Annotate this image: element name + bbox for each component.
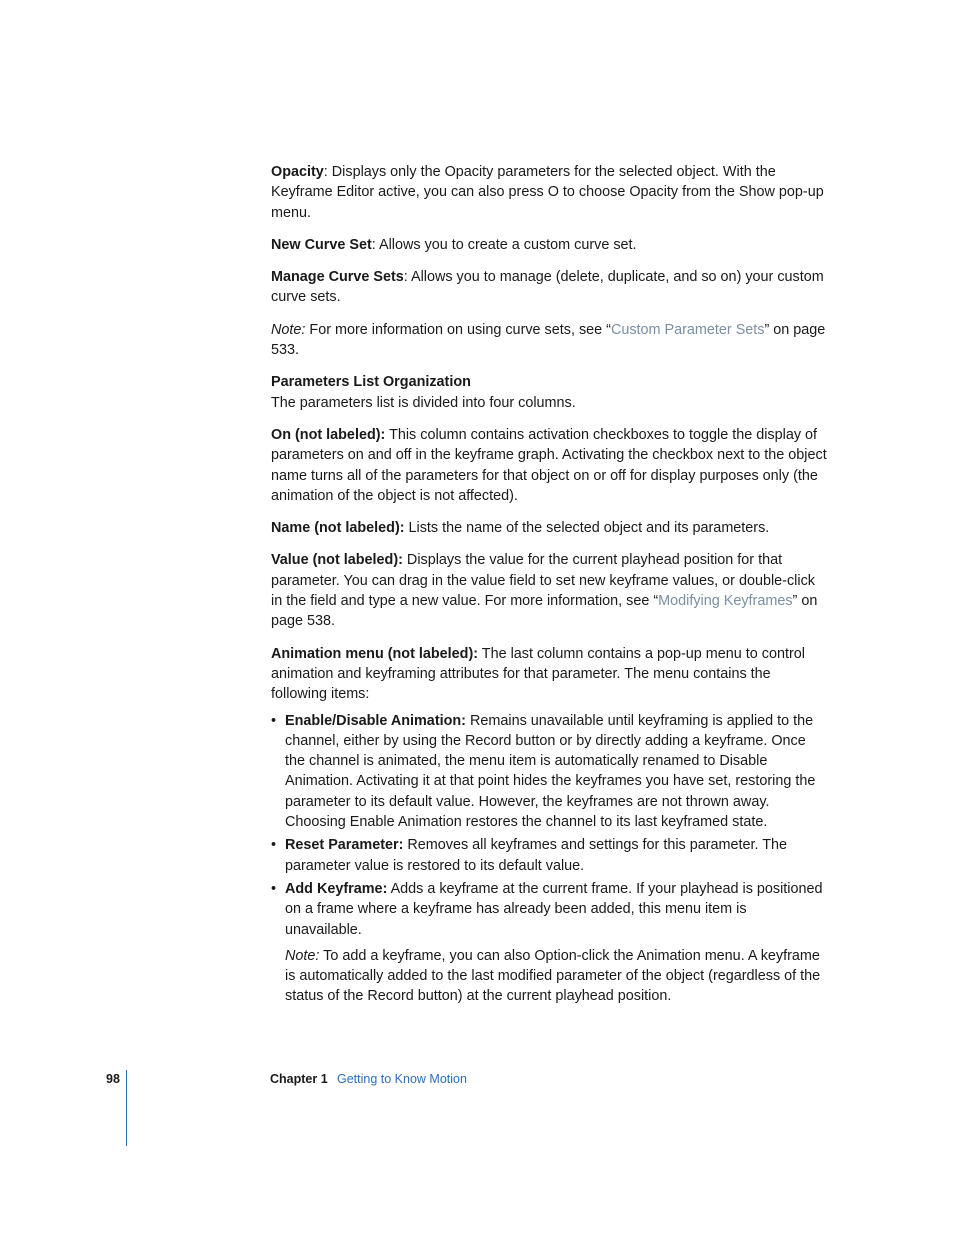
name-column-term: Name (not labeled): bbox=[271, 520, 405, 537]
on-column-term: On (not labeled): bbox=[271, 426, 386, 443]
animation-menu-paragraph bbox=[271, 644, 827, 705]
manage-curve-sets-paragraph bbox=[271, 267, 827, 308]
name-column-paragraph bbox=[271, 518, 827, 538]
note-label: Note: bbox=[285, 947, 320, 964]
list-item bbox=[271, 835, 827, 876]
opacity-term: Opacity bbox=[271, 164, 324, 180]
enable-disable-animation-description: Remains unavailable until keyframing is applied to the channel, either by using the Record button or by directly adding a keyframe. Once the channel is animated, the menu item is automatically renamed to Disable Animation. Activating it at that point hides the keyframes you have set, restoring the parameter to its default value. However, the keyframes are not thrown away. Choosing Enable Animation restores the channel to its last keyframed state. bbox=[285, 712, 816, 831]
value-column-text-before: Displays the value for the current playhead position for that parameter. You can drag in the value field to set new keyframe values, or double-click in the field and type a new value. For more information, see “ bbox=[271, 552, 815, 610]
new-curve-set-paragraph bbox=[271, 235, 827, 255]
new-curve-set-description: : Allows you to create a custom curve set. bbox=[371, 236, 637, 253]
bullet: • bbox=[271, 837, 277, 854]
note-curve-sets bbox=[271, 320, 827, 361]
list-item bbox=[271, 711, 827, 833]
add-keyframe-description: Adds a keyframe at the current frame. If your playhead is positioned on a frame where a keyframe has already been added, this menu item is unavailable. bbox=[285, 880, 823, 938]
add-keyframe-term: Add Keyframe: bbox=[285, 880, 388, 897]
animation-menu-items bbox=[271, 711, 827, 940]
note-text-before: For more information on using curve sets, see “ bbox=[305, 321, 611, 338]
opacity-paragraph bbox=[271, 162, 827, 223]
page-content bbox=[271, 162, 827, 1007]
parameters-list-section bbox=[271, 372, 827, 413]
note-text: To add a keyframe, you can also Option-click the Animation menu. A keyframe is automatically added to the last modified parameter of the object (regardless of the status of the Record button) at the current playhead position. bbox=[285, 947, 821, 1005]
section-intro: The parameters list is divided into four columns. bbox=[271, 394, 576, 411]
section-heading: Parameters List Organization bbox=[271, 374, 471, 391]
animation-menu-term: Animation menu (not labeled): bbox=[271, 645, 479, 662]
manage-curve-sets-description: : Allows you to manage (delete, duplicate, and so on) your custom curve sets. bbox=[271, 269, 824, 306]
on-column-paragraph bbox=[271, 425, 827, 506]
chapter-title: Getting to Know Motion bbox=[337, 1072, 467, 1086]
enable-disable-animation-term: Enable/Disable Animation: bbox=[285, 712, 466, 729]
custom-parameter-sets-link[interactable]: Custom Parameter Sets bbox=[610, 321, 765, 338]
new-curve-set-term: New Curve Set bbox=[271, 236, 372, 253]
animation-menu-description: The last column contains a pop-up menu to control animation and keyframing attributes for that parameter. The menu contains the following items: bbox=[271, 645, 805, 703]
name-column-description: Lists the name of the selected object and its parameters. bbox=[404, 520, 770, 537]
bullet: • bbox=[271, 880, 277, 897]
note-text-after: ” on page 533. bbox=[271, 321, 826, 359]
value-column-paragraph bbox=[271, 550, 827, 631]
value-column-text-after: ” on page 538. bbox=[271, 593, 818, 630]
page-number: 98 bbox=[106, 1072, 120, 1086]
manage-curve-sets-term: Manage Curve Sets bbox=[271, 269, 404, 286]
reset-parameter-description: Removes all keyframes and settings for this parameter. The parameter value is restored to its default value. bbox=[285, 837, 788, 874]
chapter-label: Chapter 1 bbox=[270, 1072, 328, 1086]
opacity-description: : Displays only the Opacity parameters for the selected object. With the Keyframe Editor active, you can also press O to choose Opacity from the Show pop-up menu. bbox=[271, 164, 824, 221]
reset-parameter-term: Reset Parameter: bbox=[285, 837, 404, 854]
list-item bbox=[271, 879, 827, 940]
on-column-description: This column contains activation checkboxes to toggle the display of parameters on and off in the keyframe graph. Activating the checkbox next to the object name turns all of the parameters for that object on or off for display purposes only (the animation of the object is not affected). bbox=[271, 426, 827, 504]
note-label: Note: bbox=[271, 321, 306, 338]
note-add-keyframe bbox=[271, 946, 827, 1007]
footer-divider bbox=[126, 1070, 127, 1146]
modifying-keyframes-link[interactable]: Modifying Keyframes bbox=[658, 593, 793, 610]
bullet: • bbox=[271, 712, 277, 729]
value-column-term: Value (not labeled): bbox=[271, 552, 403, 569]
